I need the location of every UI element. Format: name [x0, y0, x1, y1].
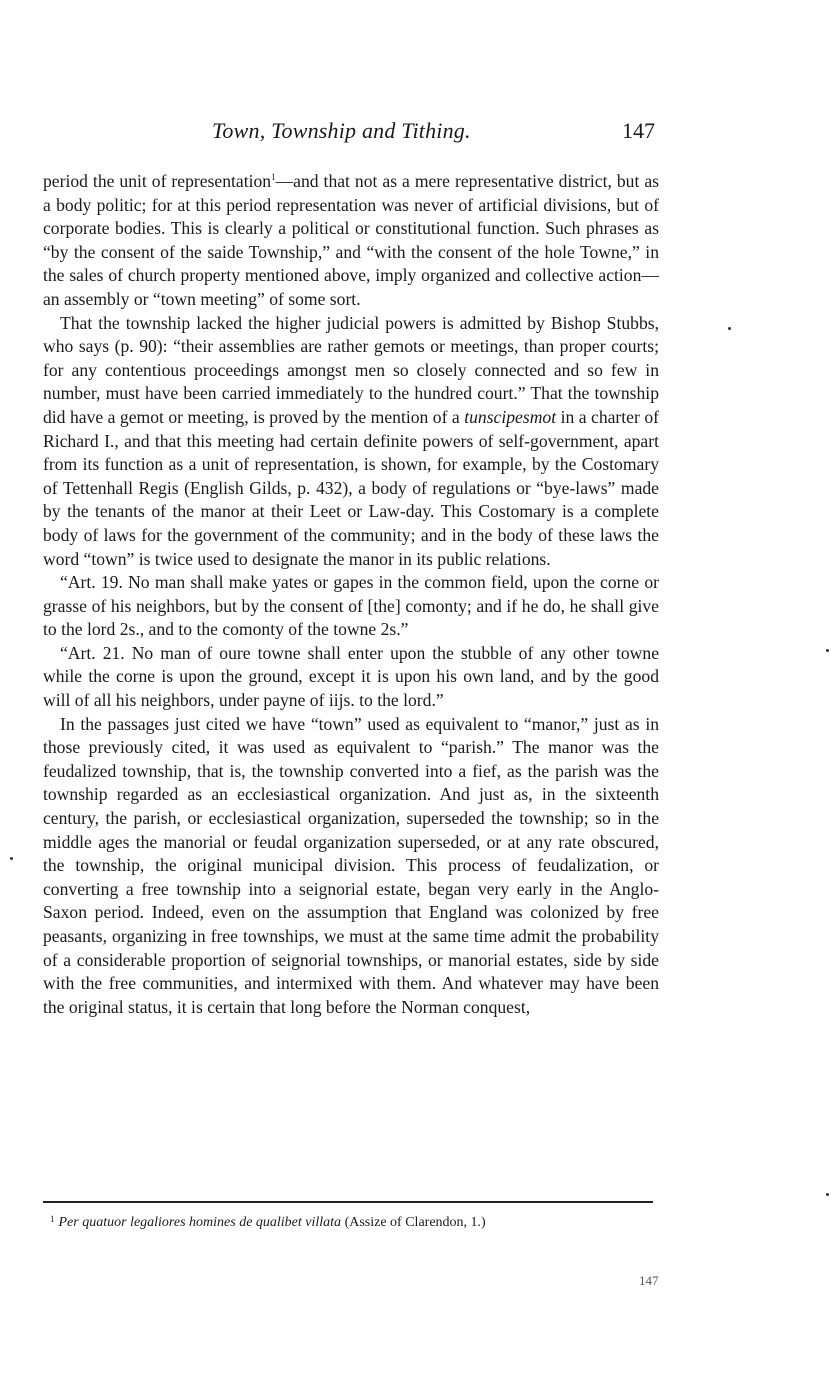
- scan-speck: [10, 857, 13, 860]
- scan-speck: [826, 1193, 829, 1196]
- scan-speck: [728, 327, 731, 330]
- paragraph: [43, 642, 659, 713]
- footnote-citation: (Assize of Clarendon, 1.): [341, 1215, 486, 1230]
- footnote-marker: 1: [50, 1214, 55, 1224]
- paragraph-text: —and that not as a mere representative district, but as a body politic; for at this period representation was never of artificial divisions, but of corporate bodies. This is clearly a political or constitutional function. Such phrases as “by the consent of the saide Township,” and “with the consent of the hole Towne,” in the sales of church property mentioned above, imply organized and collective action—an assembly or “town meeting” of some sort.: [43, 171, 660, 309]
- paragraph-text: In the passages just cited we have “town” used as equivalent to “manor,” just as in those previously cited, it was used as equivalent to “parish.” The manor was the feudalized township, that is, the township converted into a fief, as the parish was the township regarded as an ecclesiastical organization. And just as, in the sixteenth century, the parish, or ecclesiastical organization, superseded the township; so in the middle ages the manorial or feudal organization superseded, or at any rate obscured, the township, the original municipal division. This process of feudalization, or converting a free township into a seignorial estate, began very early in the Anglo-Saxon period. Indeed, even on the assumption that England was colonized by free peasants, organizing in free townships, we must at the same time admit the probability of a considerable proportion of seignorial townships, or manorial estates, side by side with the free communities, and intermixed with them. And whatever may have been the original status, it is certain that long before the Norman conquest,: [43, 713, 659, 1017]
- footnote-reference: 1: [271, 172, 276, 182]
- page-mark: 147: [639, 1273, 659, 1288]
- paragraph-text: That the township lacked the higher judicial powers is admitted by Bishop Stubbs, who says (p. 90): “their assemblies are rather gemots or meetings, than proper courts; for any contentious proceedings amongst men so closely connected and so few in number, must have been carried immediately to the hundred court.” That the township did have a gemot or meeting, is proved by the mention of a: [43, 312, 659, 427]
- body-text: [43, 166, 659, 1019]
- footnote-latin-text: Per quatuor legaliores homines de qualibet villata: [58, 1215, 342, 1230]
- paragraph: [43, 312, 659, 572]
- paragraph-text: period the unit of representation: [43, 171, 272, 191]
- paragraph-text: in a charter of Richard I., and that this meeting had certain definite powers of self-government, apart from its function as a unit of representation, is shown, for example, by the Costomary of Tettenhall Regis (English Gilds, p. 432), a body of regulations or “bye-laws” made by the tenants of the manor at their Leet or Law-day. This Costomary is a complete body of laws for the government of the community; and in the body of these laws the word “town” is twice used to designate the manor in its public relations.: [43, 406, 659, 569]
- paragraph-text: “Art. 19. No man shall make yates or gapes in the common field, upon the corne or grasse of his neighbors, but by the consent of [the] comonty; and if he do, he shall give to the lord 2s., and to the comonty of the towne 2s.”: [43, 572, 659, 640]
- running-title: Town, Township and Tithing.: [212, 118, 471, 143]
- paragraph: [43, 166, 659, 312]
- running-head: [0, 118, 831, 146]
- italic-term: tunscipesmot: [464, 406, 557, 427]
- paragraph: [43, 571, 659, 642]
- footnote-rule: [43, 1201, 653, 1203]
- scan-speck: [826, 649, 829, 652]
- paragraph-text: “Art. 21. No man of oure towne shall enter upon the stubble of any other towne while the corne is upon the ground, except it is upon his own land, and by the good will of all his neighbors, under payne of iijs. to the lord.”: [43, 642, 659, 711]
- paragraph: [43, 713, 659, 1020]
- page-number: 147: [622, 118, 655, 143]
- footnote: [50, 1214, 660, 1231]
